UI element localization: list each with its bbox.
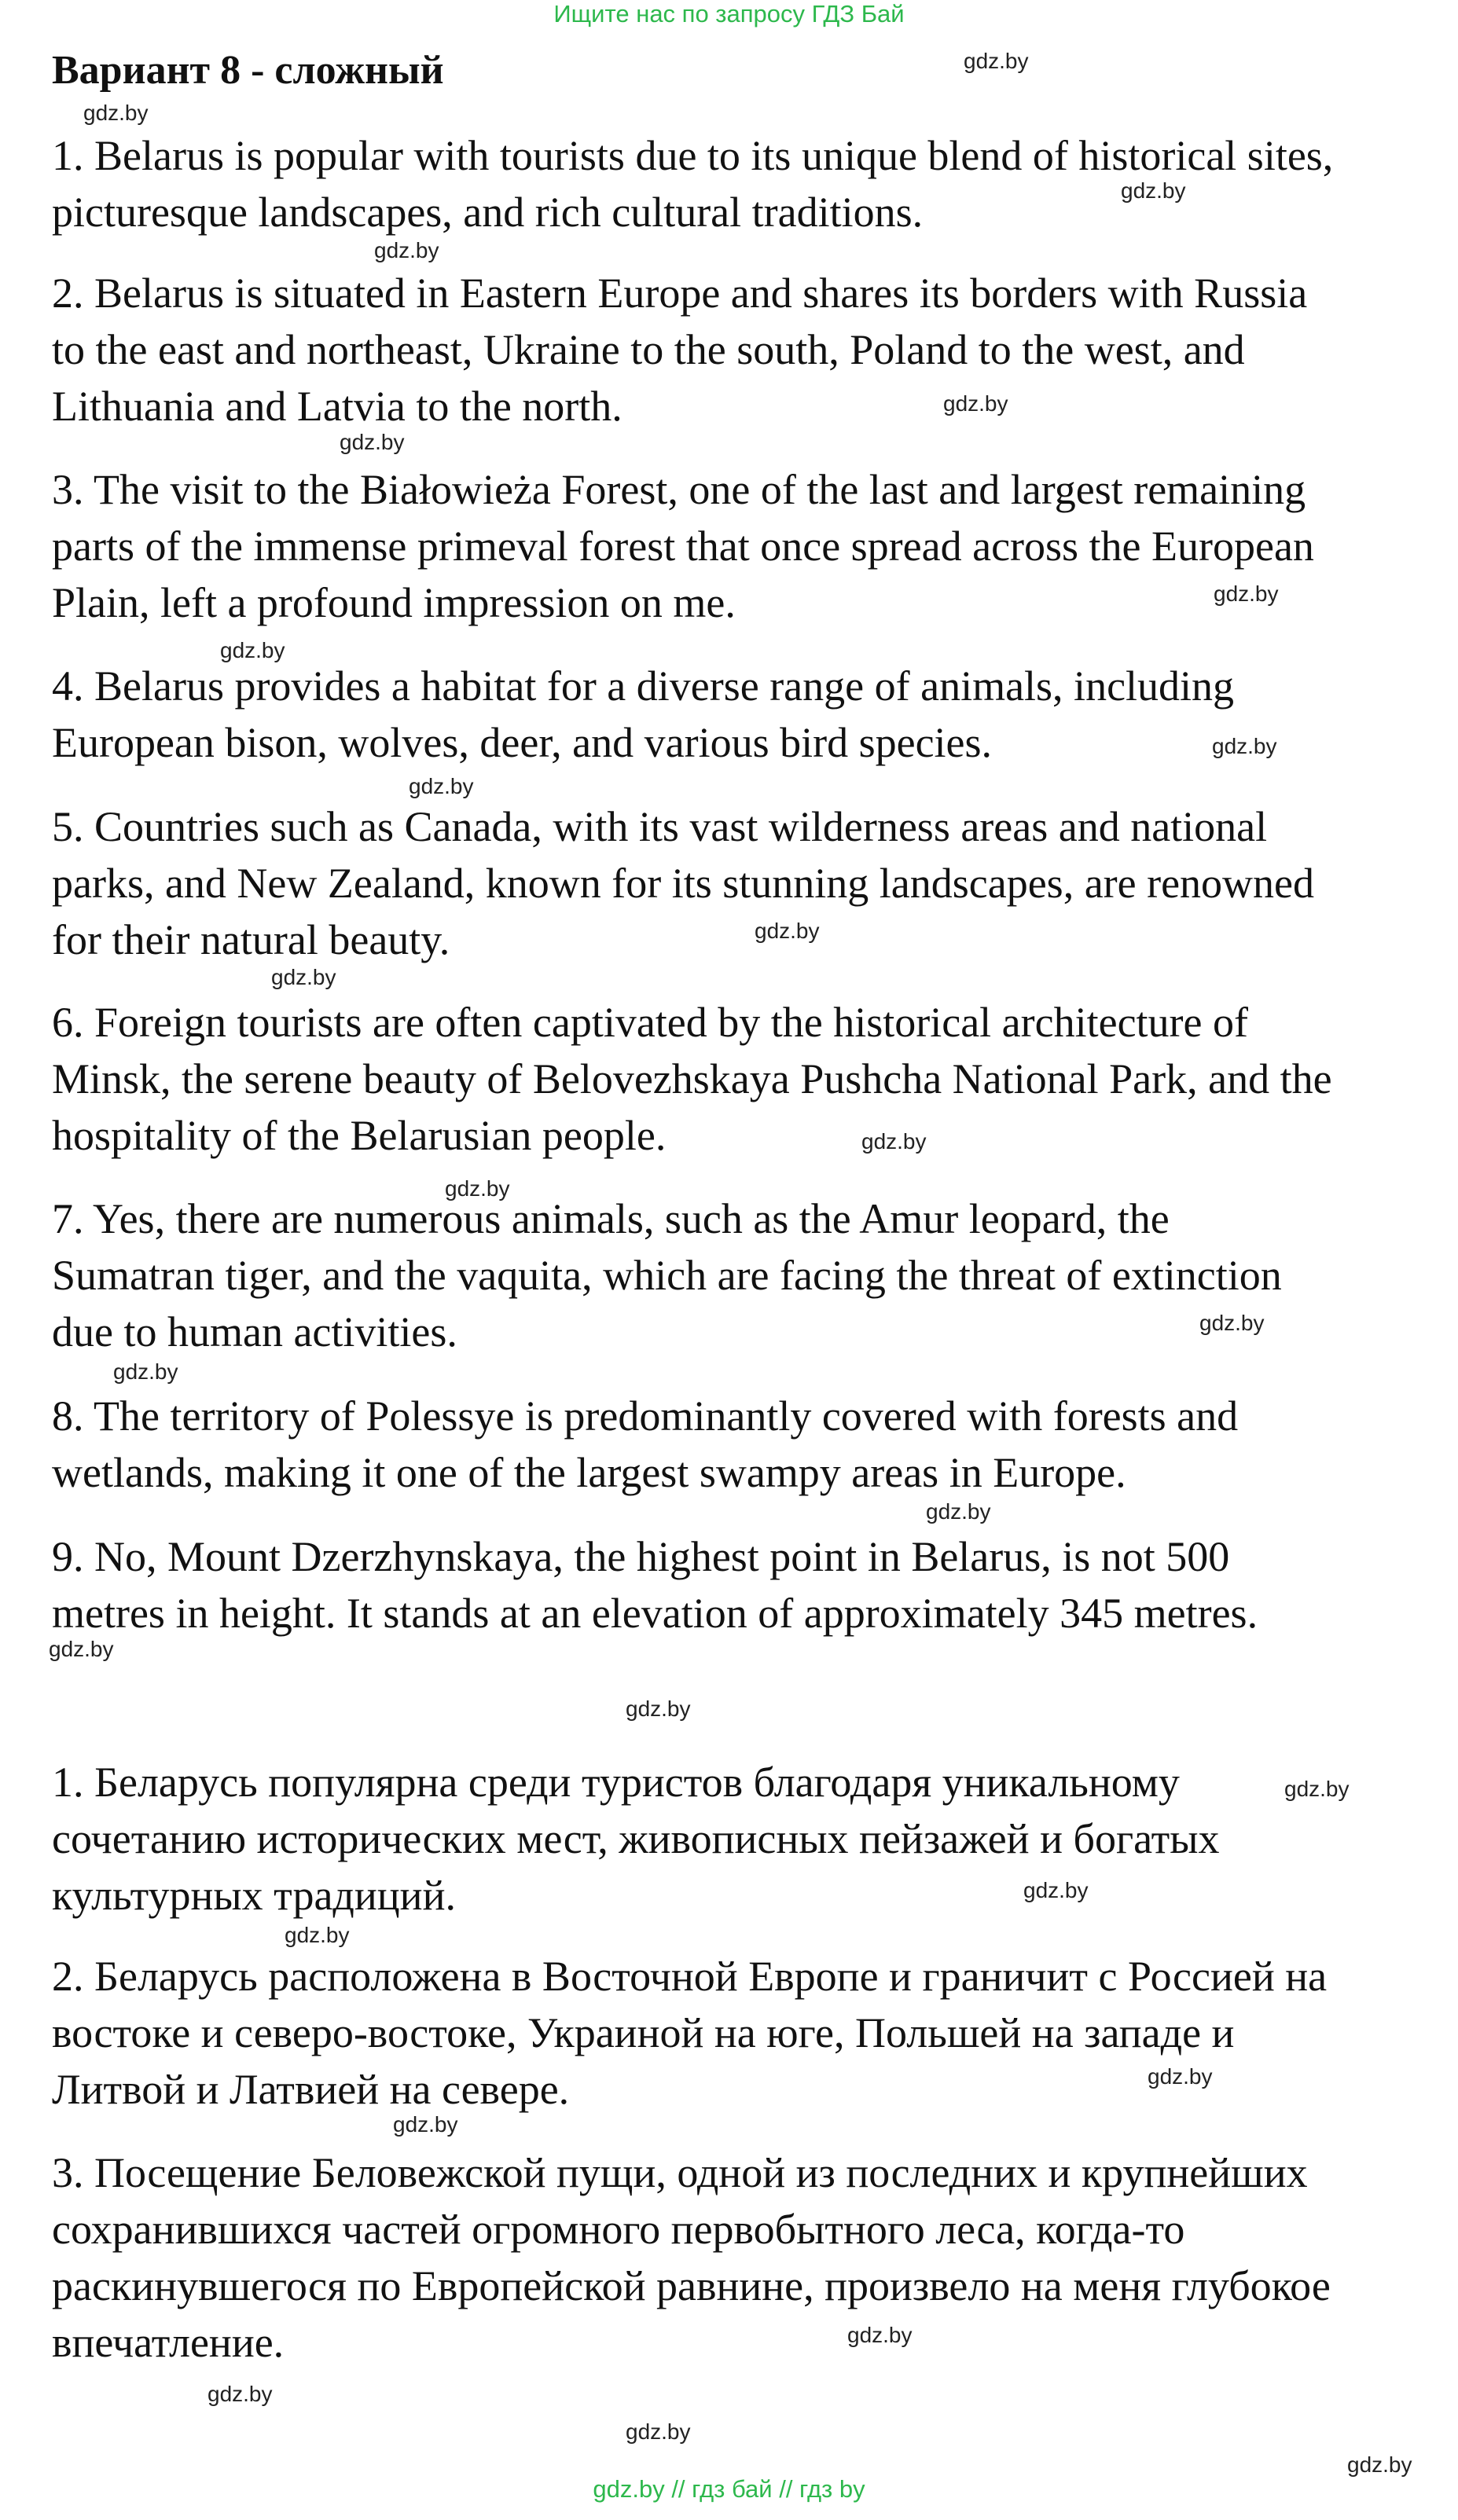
answer-ru-1: 1. Беларусь популярна среди туристов благодаря уникальному сочетанию исторических мест, живописных пейзажей и богатых культурных традиций.: [52, 1759, 1220, 1919]
answer-en-8: 8. The territory of Polessye is predominantly covered with forests and wetlands, making it one of the largest swampy areas in Europe.: [52, 1392, 1239, 1496]
answer-en-7: 7. Yes, there are numerous animals, such as the Amur leopard, the Sumatran tiger, and the vaquita, which are facing the threat of extinction due to human activities.: [52, 1195, 1282, 1355]
watermark: gdz.by: [1121, 178, 1186, 203]
watermark: gdz.by: [1199, 1311, 1265, 1335]
watermark: gdz.by: [409, 774, 474, 798]
watermark: gdz.by: [964, 49, 1029, 73]
watermark: gdz.by: [943, 391, 1008, 416]
watermark: gdz.by: [1023, 1878, 1089, 1902]
watermark: gdz.by: [445, 1176, 510, 1201]
watermark: gdz.by: [340, 430, 405, 454]
watermark: gdz.by: [393, 2112, 458, 2137]
answer-ru-2: 2. Беларусь расположена в Восточной Европе и граничит с Россией на востоке и северо-востоке, Украиной на юге, Польшей на западе и Литвой и Латвией на севере.: [52, 1953, 1328, 2113]
watermark: gdz.by: [207, 2382, 273, 2406]
watermark: gdz.by: [1148, 2064, 1213, 2089]
watermark: gdz.by: [847, 2323, 913, 2347]
answer-en-3: 3. The visit to the Białowieża Forest, one of the last and largest remaining parts of the immense primeval forest that once spread across the European Plain, left a profound impression on me.: [52, 466, 1314, 626]
answer-ru-3: 3. Посещение Беловежской пущи, одной из последних и крупнейших сохранившихся частей огромного первобытного леса, когда-то раскинувшегося по Европейской равнине, произвело на меня глубокое впечатление.: [52, 2149, 1331, 2366]
watermark: gdz.by: [83, 101, 149, 125]
watermark: gdz.by: [220, 638, 285, 662]
watermark: gdz.by: [1214, 581, 1279, 606]
watermark: gdz.by: [113, 1359, 178, 1384]
answer-en-4: 4. Belarus provides a habitat for a diverse range of animals, including European bison, wolves, deer, and various bird species.: [52, 662, 1235, 766]
watermark: gdz.by: [626, 2419, 691, 2444]
answer-en-9: 9. No, Mount Dzerzhynskaya, the highest point in Belarus, is not 500 metres in height. It stands at an elevation of approximately 345 metres.: [52, 1533, 1258, 1637]
watermark: gdz.by: [374, 238, 439, 262]
watermark: gdz.by: [285, 1923, 350, 1947]
watermark: gdz.by: [271, 965, 336, 989]
answer-en-2: 2. Belarus is situated in Eastern Europe and shares its borders with Russia to the east and northeast, Ukraine to the south, Poland to the west, and Lithuania and Latvia to the north.: [52, 270, 1308, 430]
watermark: gdz.by: [1284, 1777, 1350, 1801]
watermark: gdz.by: [926, 1499, 991, 1524]
answer-en-1: 1. Belarus is popular with tourists due to its unique blend of historical sites, picturesque landscapes, and rich cultural traditions.: [52, 132, 1334, 236]
watermark: gdz.by: [1212, 734, 1277, 758]
watermark: gdz.by: [861, 1129, 927, 1154]
answer-en-5: 5. Countries such as Canada, with its vast wilderness areas and national parks, and New Zealand, known for its stunning landscapes, are renowned for their natural beauty.: [52, 803, 1315, 963]
watermark: gdz.by: [626, 1697, 691, 1721]
page-title: Вариант 8 - сложный: [52, 48, 444, 93]
answer-en-6: 6. Foreign tourists are often captivated by the historical architecture of Minsk, the serene beauty of Belovezhskaya Pushcha National Park, and the hospitality of the Belarusian people.: [52, 999, 1332, 1159]
watermark: gdz.by: [755, 919, 820, 943]
watermark: gdz.by: [49, 1637, 114, 1661]
watermark: gdz.by: [1347, 2452, 1412, 2477]
top-banner[interactable]: Ищите нас по запросу ГДЗ Бай: [553, 0, 905, 28]
footer-links[interactable]: gdz.by // гдз бай // гдз by: [593, 2475, 865, 2503]
